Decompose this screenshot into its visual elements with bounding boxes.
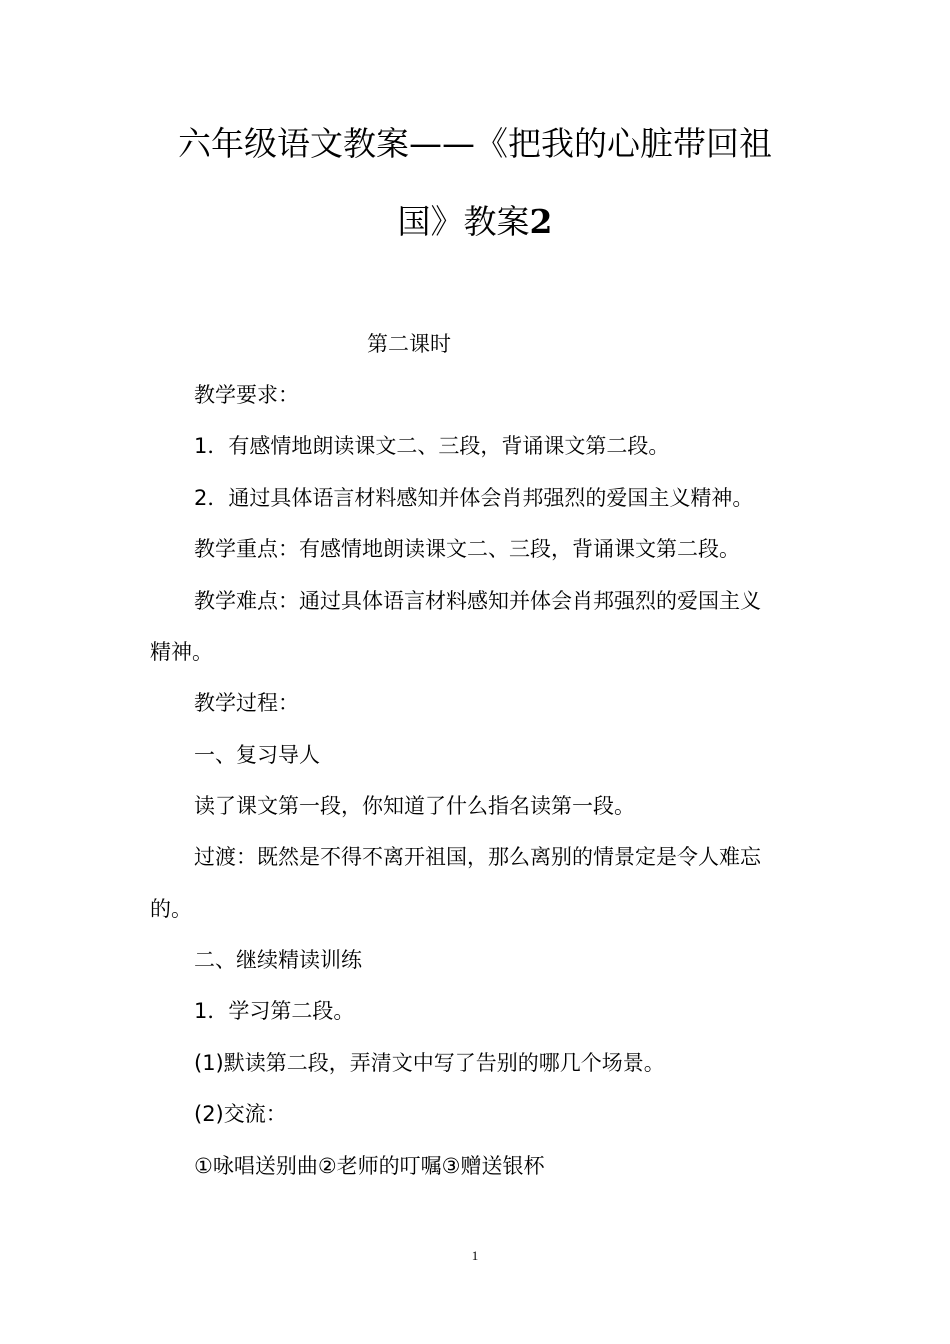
paragraph-line: 教学难点：通过具体语言材料感知并体会肖邦强烈的爱国主义	[194, 589, 761, 613]
paragraph-line: 教学过程：	[194, 691, 299, 715]
paragraph-line: ①咏唱送别曲②老师的叮嘱③赠送银杯	[194, 1154, 545, 1178]
paragraph-line: (2)交流：	[194, 1102, 287, 1126]
paragraph-line: 1．学习第二段。	[194, 999, 355, 1023]
title-line-2-text: 国》教案	[397, 202, 530, 241]
paragraph-line: 1．有感情地朗读课文二、三段，背诵课文第二段。	[194, 434, 670, 458]
paragraph-line: 精神。	[150, 640, 213, 664]
paragraph-line: 教学要求：	[194, 383, 299, 407]
paragraph-line: 一、复习导人	[194, 743, 320, 767]
paragraph-line: 的。	[150, 897, 192, 921]
title-line-2	[150, 202, 800, 242]
section-heading: 第二课时	[367, 332, 451, 356]
paragraph-line: 读了课文第一段，你知道了什么指名读第一段。	[194, 794, 635, 818]
title-line-2-number: 2	[529, 202, 553, 241]
title-line-1: 六年级语文教案——《把我的心脏带回祖	[178, 124, 772, 163]
paragraph-line: 过渡：既然是不得不离开祖国，那么离别的情景定是令人难忘	[194, 845, 761, 869]
page-number: 1	[471, 1248, 479, 1263]
paragraph-line: 教学重点：有感情地朗读课文二、三段，背诵课文第二段。	[194, 537, 740, 561]
paragraph-line: 二、继续精读训练	[194, 948, 362, 972]
paragraph-line: (1)默读第二段，弄清文中写了告别的哪几个场景。	[194, 1051, 665, 1075]
paragraph-line: 2．通过具体语言材料感知并体会肖邦强烈的爱国主义精神。	[194, 486, 754, 510]
